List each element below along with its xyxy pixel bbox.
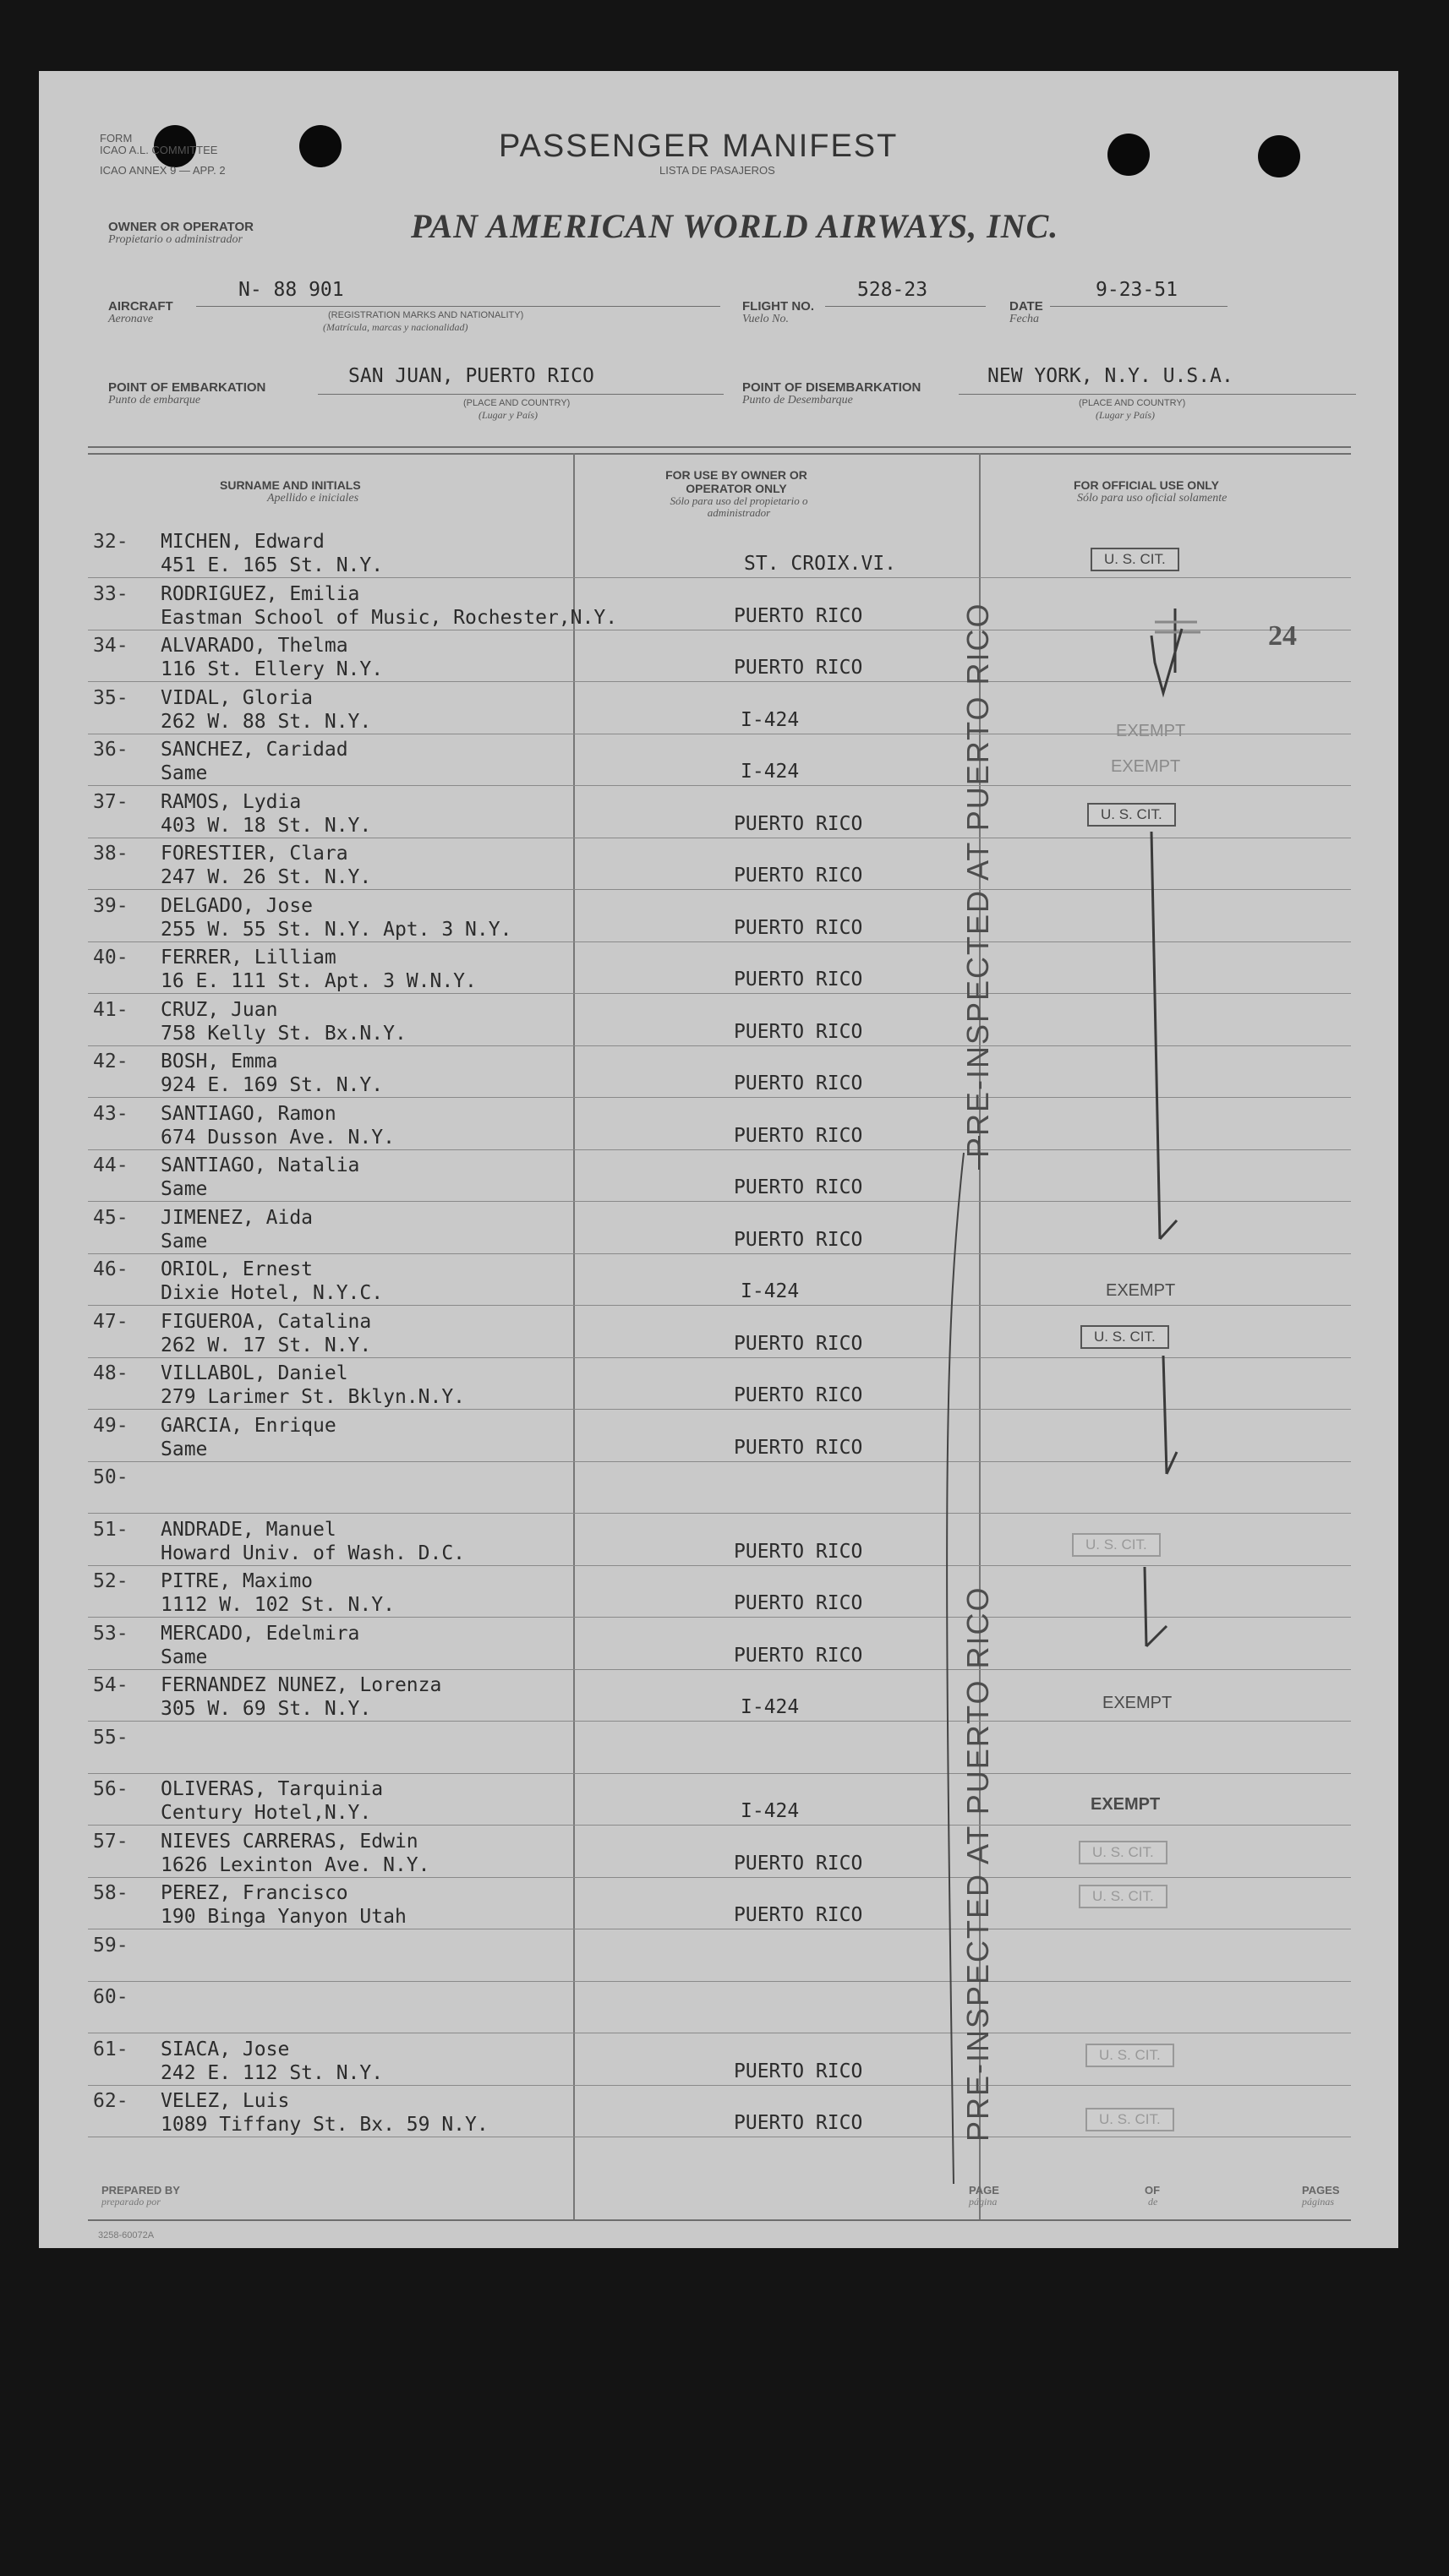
- passenger-name: FERRER, Lilliam: [161, 947, 336, 969]
- us-cit-stamp: U. S. CIT.: [1091, 548, 1179, 571]
- flight-label: FLIGHT NO.: [742, 299, 814, 314]
- row-number: 32-: [93, 531, 128, 553]
- row-number: 40-: [93, 947, 128, 969]
- operator-use-entry: PUERTO RICO: [734, 1176, 863, 1198]
- passenger-address: Same: [161, 1646, 208, 1668]
- row-number: 46-: [93, 1258, 128, 1280]
- exempt-stamp: EXEMPT: [1116, 722, 1186, 740]
- passenger-address: 1089 Tiffany St. Bx. 59 N.Y.: [161, 2114, 489, 2136]
- embark-label: POINT OF EMBARKATION: [108, 380, 266, 395]
- passenger-address: 190 Binga Yanyon Utah: [161, 1906, 407, 1928]
- owner-label-sub: Propietario o administrador: [108, 233, 243, 246]
- passenger-address: 403 W. 18 St. N.Y.: [161, 815, 372, 837]
- operator-use-entry: PUERTO RICO: [734, 2060, 863, 2082]
- date-value: 9-23-51: [1096, 279, 1178, 301]
- page-sub: página: [969, 2196, 998, 2208]
- row-number: 37-: [93, 791, 128, 813]
- passenger-address: 16 E. 111 St. Apt. 3 W.N.Y.: [161, 970, 477, 992]
- operator-use-entry: PUERTO RICO: [734, 813, 863, 835]
- col-surname-header-sub: Apellido e iniciales: [267, 492, 359, 505]
- form-ref-line: ICAO ANNEX 9 — APP. 2: [100, 164, 226, 177]
- passenger-address: 247 W. 26 St. N.Y.: [161, 866, 372, 888]
- passenger-address: Eastman School of Music, Rochester,N.Y.: [161, 607, 618, 629]
- passenger-address: 451 E. 165 St. N.Y.: [161, 554, 384, 576]
- operator-use-entry: PUERTO RICO: [734, 969, 863, 991]
- passenger-name: FIGUEROA, Catalina: [161, 1311, 372, 1333]
- disembark-label: POINT OF DISEMBARKATION: [742, 380, 921, 395]
- passenger-name: DELGADO, Jose: [161, 895, 314, 917]
- passenger-name: SIACA, Jose: [161, 2038, 290, 2060]
- form-code: 3258-60072A: [98, 2230, 155, 2240]
- row-number: 33-: [93, 583, 128, 605]
- exempt-stamp: EXEMPT: [1106, 1281, 1176, 1300]
- embark-label-sub: Punto de embarque: [108, 394, 201, 407]
- us-cit-stamp: U. S. CIT.: [1085, 2108, 1174, 2131]
- row-number: 49-: [93, 1415, 128, 1437]
- operator-use-entry: PUERTO RICO: [734, 1072, 863, 1094]
- col-operator-header-sub: Sólo para uso del propietario o administrador: [670, 494, 808, 519]
- pre-inspected-stamp: PRE-INSPECTED AT PUERTO RICO: [960, 1585, 995, 2142]
- row-number: 55-: [93, 1727, 128, 1749]
- passenger-name: RODRIGUEZ, Emilia: [161, 583, 360, 605]
- row-number: 36-: [93, 739, 128, 761]
- row-number: 54-: [93, 1674, 128, 1696]
- us-cit-stamp: U. S. CIT.: [1072, 1533, 1161, 1557]
- place-note: (PLACE AND COUNTRY): [463, 398, 571, 408]
- row-number: 45-: [93, 1207, 128, 1229]
- row-number: 42-: [93, 1051, 128, 1072]
- passenger-address: 758 Kelly St. Bx.N.Y.: [161, 1023, 407, 1045]
- passenger-name: MICHEN, Edward: [161, 531, 325, 553]
- operator-use-entry: PUERTO RICO: [734, 917, 863, 939]
- operator-use-entry: PUERTO RICO: [734, 1125, 863, 1147]
- passenger-name: BOSH, Emma: [161, 1051, 278, 1072]
- of-sub: de: [1148, 2196, 1158, 2208]
- place-note-2-sub: (Lugar y País): [1096, 409, 1155, 421]
- row-number: 38-: [93, 843, 128, 865]
- row-number: 52-: [93, 1570, 128, 1592]
- row-number: 48-: [93, 1362, 128, 1384]
- operator-use-entry: I-424: [741, 1800, 800, 1822]
- passenger-name: CRUZ, Juan: [161, 999, 278, 1021]
- row-number: 35-: [93, 687, 128, 709]
- passenger-name: ORIOL, Ernest: [161, 1258, 314, 1280]
- passenger-name: JIMENEZ, Aida: [161, 1207, 314, 1229]
- page-label: PAGE: [969, 2184, 999, 2197]
- passenger-name: RAMOS, Lydia: [161, 791, 302, 813]
- manifest-title: PASSENGER MANIFEST: [499, 128, 899, 164]
- passenger-address: Dixie Hotel, N.Y.C.: [161, 1282, 384, 1304]
- operator-use-entry: PUERTO RICO: [734, 865, 863, 887]
- passenger-name: PITRE, Maximo: [161, 1570, 314, 1592]
- operator-use-entry: PUERTO RICO: [734, 2112, 863, 2134]
- row-number: 56-: [93, 1778, 128, 1800]
- form-ref-line: FORM: [100, 132, 133, 145]
- passenger-name: FERNANDEZ NUNEZ, Lorenza: [161, 1674, 442, 1696]
- place-note-2: (PLACE AND COUNTRY): [1079, 398, 1186, 408]
- pages-sub: páginas: [1302, 2196, 1335, 2208]
- operator-name: PAN AMERICAN WORLD AIRWAYS, INC.: [411, 207, 1059, 245]
- operator-use-entry: PUERTO RICO: [734, 1904, 863, 1926]
- passenger-address: 116 St. Ellery N.Y.: [161, 658, 384, 680]
- passenger-name: VIDAL, Gloria: [161, 687, 314, 709]
- disembark-value: NEW YORK, N.Y. U.S.A.: [987, 365, 1233, 387]
- passenger-address: Same: [161, 1178, 208, 1200]
- passenger-address: 1112 W. 102 St. N.Y.: [161, 1594, 395, 1616]
- place-note-sub: (Lugar y País): [478, 409, 538, 421]
- passenger-name: ANDRADE, Manuel: [161, 1519, 336, 1541]
- passenger-name: MERCADO, Edelmira: [161, 1623, 360, 1645]
- passenger-address: Century Hotel,N.Y.: [161, 1802, 372, 1824]
- operator-use-entry: PUERTO RICO: [734, 1592, 863, 1614]
- passenger-name: FORESTIER, Clara: [161, 843, 348, 865]
- passenger-name: PEREZ, Francisco: [161, 1882, 348, 1904]
- passenger-name: ALVARADO, Thelma: [161, 635, 348, 657]
- us-cit-stamp: U. S. CIT.: [1079, 1885, 1167, 1908]
- row-number: 51-: [93, 1519, 128, 1541]
- registration-note-sub: (Matrícula, marcas y nacionalidad): [323, 321, 468, 333]
- passenger-address: Same: [161, 1231, 208, 1253]
- passenger-name: SANTIAGO, Natalia: [161, 1154, 360, 1176]
- prepared-by-label: PREPARED BY: [101, 2184, 180, 2197]
- passenger-address: 255 W. 55 St. N.Y. Apt. 3 N.Y.: [161, 919, 512, 941]
- aircraft-label-sub: Aeronave: [108, 313, 154, 325]
- passenger-address: 262 W. 17 St. N.Y.: [161, 1334, 372, 1356]
- operator-use-entry: I-424: [741, 709, 800, 731]
- passenger-address: 1626 Lexinton Ave. N.Y.: [161, 1854, 430, 1876]
- passenger-address: Same: [161, 762, 208, 784]
- passenger-address: 674 Dusson Ave. N.Y.: [161, 1127, 395, 1149]
- passenger-name: GARCIA, Enrique: [161, 1415, 336, 1437]
- operator-use-entry: I-424: [741, 1696, 800, 1718]
- pages-label: PAGES: [1302, 2184, 1340, 2197]
- operator-use-entry: I-424: [741, 761, 800, 783]
- us-cit-stamp: U. S. CIT.: [1079, 1841, 1167, 1864]
- manifest-page: [39, 71, 1398, 2248]
- us-cit-stamp: U. S. CIT.: [1080, 1325, 1169, 1349]
- embark-value: SAN JUAN, PUERTO RICO: [348, 365, 594, 387]
- disembark-label-sub: Punto de Desembarque: [742, 394, 853, 407]
- flight-label-sub: Vuelo No.: [742, 313, 789, 325]
- owner-label: OWNER OR OPERATOR: [108, 220, 254, 234]
- registration-note: (REGISTRATION MARKS AND NATIONALITY): [328, 310, 524, 320]
- operator-use-entry: PUERTO RICO: [734, 657, 863, 679]
- col-official-header-sub: Sólo para uso oficial solamente: [1077, 492, 1228, 505]
- operator-use-entry: PUERTO RICO: [734, 1021, 863, 1043]
- exempt-stamp: EXEMPT: [1091, 1795, 1161, 1814]
- passenger-name: SANTIAGO, Ramon: [161, 1103, 336, 1125]
- operator-use-entry: PUERTO RICO: [734, 1437, 863, 1459]
- check-mark-lines: [39, 71, 1398, 2248]
- date-label-sub: Fecha: [1009, 313, 1039, 325]
- passenger-address: 924 E. 169 St. N.Y.: [161, 1074, 384, 1096]
- operator-use-entry: I-424: [741, 1280, 800, 1302]
- row-number: 61-: [93, 2038, 128, 2060]
- row-number: 62-: [93, 2090, 128, 2112]
- operator-use-entry: PUERTO RICO: [734, 1229, 863, 1251]
- row-number: 60-: [93, 1986, 128, 2008]
- aircraft-value: N- 88 901: [238, 279, 344, 301]
- col-operator-header: FOR USE BY OWNER OR OPERATOR ONLY: [665, 468, 807, 495]
- operator-use-entry: PUERTO RICO: [734, 1645, 863, 1667]
- passenger-name: NIEVES CARRERAS, Edwin: [161, 1831, 418, 1853]
- exempt-stamp: EXEMPT: [1111, 757, 1181, 776]
- passenger-address: 305 W. 69 St. N.Y.: [161, 1698, 372, 1720]
- passenger-name: VILLABOL, Daniel: [161, 1362, 348, 1384]
- us-cit-stamp: U. S. CIT.: [1085, 2044, 1174, 2067]
- form-ref-line: ICAO A.L. COMMITTEE: [100, 144, 218, 156]
- operator-use-entry: ST. CROIX.VI.: [744, 553, 897, 575]
- passenger-address: Same: [161, 1438, 208, 1460]
- row-number: 53-: [93, 1623, 128, 1645]
- operator-use-entry: PUERTO RICO: [734, 1333, 863, 1355]
- row-number: 58-: [93, 1882, 128, 1904]
- passenger-address: Howard Univ. of Wash. D.C.: [161, 1542, 466, 1564]
- row-number: 43-: [93, 1103, 128, 1125]
- date-label: DATE: [1009, 299, 1043, 314]
- passenger-name: SANCHEZ, Caridad: [161, 739, 348, 761]
- us-cit-stamp: U. S. CIT.: [1087, 803, 1176, 827]
- passenger-address: 279 Larimer St. Bklyn.N.Y.: [161, 1386, 466, 1408]
- of-label: OF: [1145, 2184, 1161, 2197]
- prepared-by-sub: preparado por: [101, 2196, 161, 2208]
- row-number: 39-: [93, 895, 128, 917]
- row-number: 57-: [93, 1831, 128, 1853]
- row-number: 41-: [93, 999, 128, 1021]
- passenger-name: OLIVERAS, Tarquinia: [161, 1778, 384, 1800]
- operator-use-entry: PUERTO RICO: [734, 605, 863, 627]
- operator-use-entry: PUERTO RICO: [734, 1541, 863, 1563]
- aircraft-label: AIRCRAFT: [108, 299, 173, 314]
- exempt-stamp: EXEMPT: [1102, 1694, 1173, 1712]
- row-number: 47-: [93, 1311, 128, 1333]
- row-number: 50-: [93, 1466, 128, 1488]
- count-mark: 24: [1268, 620, 1297, 652]
- pre-inspected-stamp: PRE-INSPECTED AT PUERTO RICO: [960, 602, 995, 1158]
- col-official-header: FOR OFFICIAL USE ONLY: [1074, 478, 1219, 492]
- passenger-address: 262 W. 88 St. N.Y.: [161, 711, 372, 733]
- row-number: 34-: [93, 635, 128, 657]
- passenger-address: 242 E. 112 St. N.Y.: [161, 2062, 384, 2084]
- flight-value: 528-23: [857, 279, 928, 301]
- passenger-name: VELEZ, Luis: [161, 2090, 290, 2112]
- row-number: 59-: [93, 1935, 128, 1957]
- operator-use-entry: PUERTO RICO: [734, 1853, 863, 1875]
- row-number: 44-: [93, 1154, 128, 1176]
- operator-use-entry: PUERTO RICO: [734, 1384, 863, 1406]
- col-surname-header: SURNAME AND INITIALS: [220, 478, 361, 492]
- manifest-title-sub: LISTA DE PASAJEROS: [659, 164, 775, 177]
